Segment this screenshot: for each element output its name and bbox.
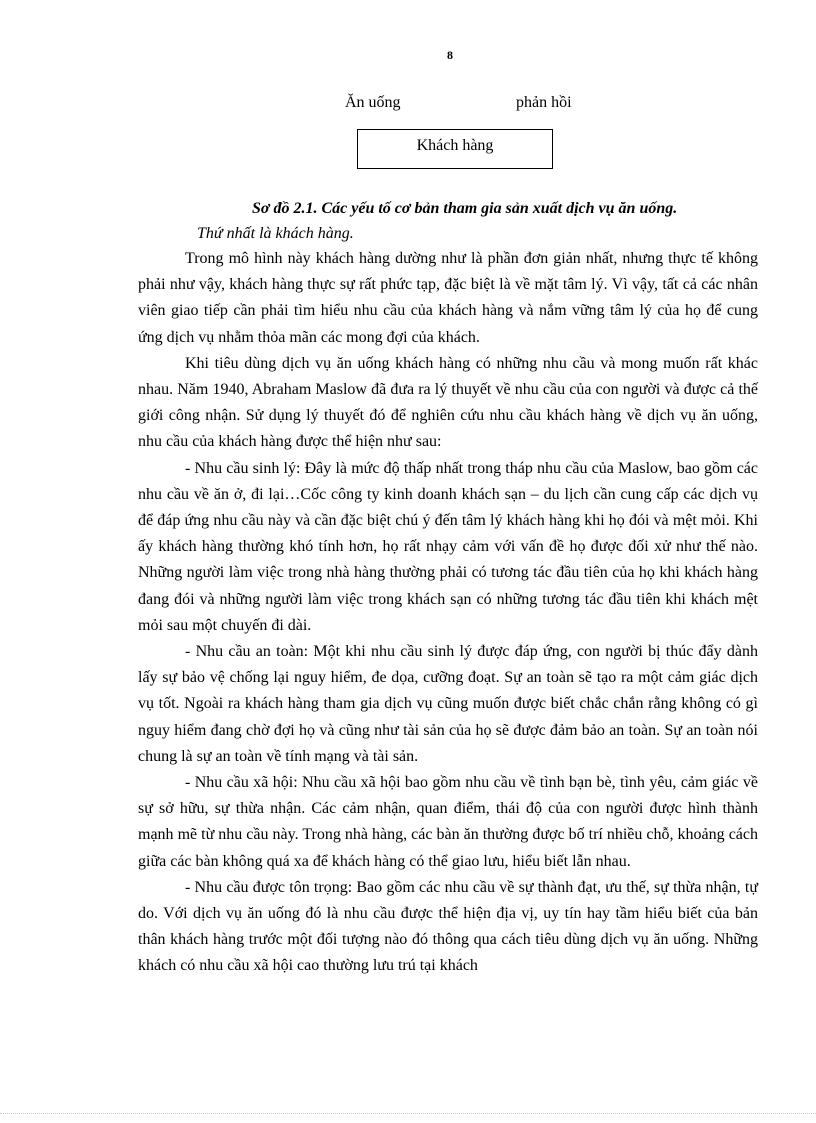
paragraph-safety-needs: - Nhu cầu an toàn: Một khi nhu cầu sinh lý được đáp ứng, con người bị thúc đẩy dành lấy sự bảo vệ chống lại nguy hiểm, đe dọa, cưỡng đoạt. Sự an toàn sẽ tạo ra một cảm giác dịch vụ tốt. Ngoài ra khách hàng tham gia dịch vụ cũng muốn được biết chắc chắn rằng không có gì nguy hiểm đang chờ đợi họ và cũng như tài sản của họ sẽ được đảm bảo an toàn. Sự an toàn nói chung là sự an toàn về tính mạng và tài sản. bbox=[138, 643, 758, 765]
paragraph-intro: Trong mô hình này khách hàng dường như là phần đơn giản nhất, nhưng thực tế không phải như vậy, khách hàng thực sự rất phức tạp, đặc biệt là về mặt tâm lý. Vì vậy, tất cả các nhân viên giao tiếp cần phải tìm hiểu nhu cầu của khách hàng và nắm vững tâm lý của họ để cung ứng dịch vụ nhằm thỏa mãn các mong đợi của khách. bbox=[138, 250, 758, 346]
body-text bbox=[138, 246, 758, 980]
diagram-caption: Sơ đồ 2.1. Các yếu tố cơ bản tham gia sản xuất dịch vụ ăn uống. bbox=[252, 200, 678, 217]
diagram-label-feedback: phản hồi bbox=[516, 94, 572, 111]
paragraph-social-needs: - Nhu cầu xã hội: Nhu cầu xã hội bao gồm nhu cầu về tình bạn bè, tình yêu, cảm giác về sự sở hữu, sự thừa nhận. Các cảm nhận, quan điểm, thái độ của con người được hình thành mạnh mẽ từ nhu cầu này. Trong nhà hàng, các bàn ăn thường được bố trí nhiều chỗ, khoảng cách giữa các bàn không quá xa để khách hàng có thể giao lưu, hiểu biết lẫn nhau. bbox=[138, 774, 758, 870]
diagram-label-eating: Ăn uống bbox=[345, 94, 401, 111]
page-number: 8 bbox=[447, 48, 453, 62]
section-heading: Thứ nhất là khách hàng. bbox=[197, 225, 354, 242]
page-bottom-divider bbox=[0, 1113, 816, 1114]
paragraph-maslow: Khi tiêu dùng dịch vụ ăn uống khách hàng có những nhu cầu và mong muốn rất khác nhau. Năm 1940, Abraham Maslow đã đưa ra lý thuyết về nhu cầu của con người và được cả thế giới công nhận. Sử dụng lý thuyết đó để nghiên cứu nhu cầu khách hàng về dịch vụ ăn uống, nhu cầu của khách hàng được thể hiện như sau: bbox=[138, 354, 758, 451]
customer-box-label: Khách hàng bbox=[416, 137, 494, 154]
paragraph-physiological-needs: - Nhu cầu sinh lý: Đây là mức độ thấp nhất trong tháp nhu cầu của Maslow, bao gồm các nhu cầu về ăn ở, đi lại…Cốc công ty kinh doanh khách sạn – du lịch cần cung cấp các dịch vụ để đáp ứng nhu cầu này và cần đặc biệt chú ý đến tâm lý khách hàng khi họ đói và mệt mỏi. Khi ấy khách hàng thường khó tính hơn, họ rất nhạy cảm với vấn đề họ được đối xử như thế nào. Những người làm việc trong nhà hàng thường phải có tương tác đầu tiên của họ khi khách hàng đang đói và những người làm việc trong khách sạn có những tương tác đầu tiên khi khách mệt mỏi sau một chuyến đi dài. bbox=[138, 459, 758, 634]
paragraph-esteem-needs: - Nhu cầu được tôn trọng: Bao gồm các nhu cầu về sự thành đạt, ưu thế, sự thừa nhận, tự do. Với dịch vụ ăn uống đó là nhu cầu được thể hiện địa vị, uy tín hay tầm hiểu biết của bản thân khách hàng trước một đối tượng nào đó thông qua cách tiêu dùng dịch vụ ăn uống. Những khách có nhu cầu xã hội cao thường lưu trú tại khách bbox=[138, 878, 758, 975]
customer-box bbox=[357, 129, 553, 169]
